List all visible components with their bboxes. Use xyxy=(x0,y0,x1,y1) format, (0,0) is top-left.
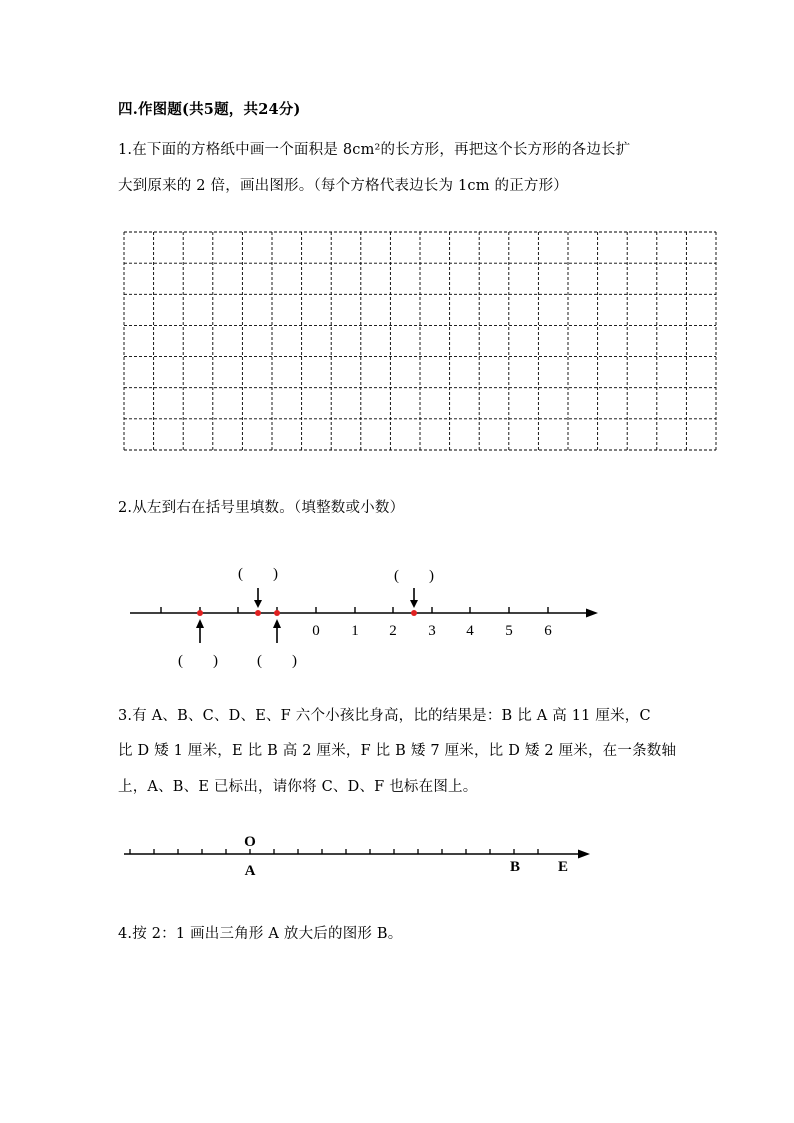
q2-answer-blank[interactable]: ( ) xyxy=(257,653,297,669)
q3-number-line xyxy=(120,828,600,888)
q2-point xyxy=(274,610,280,616)
q2-answer-blank[interactable]: ( ) xyxy=(238,566,278,582)
q2-tick-label-3: 3 xyxy=(428,623,436,639)
q1-grid-paper[interactable] xyxy=(120,228,720,454)
q1-text-line1: 1.在下面的方格纸中画一个面积是 8cm²的长方形，再把这个长方形的各边长扩 xyxy=(118,142,631,158)
q2-tick-label-5: 5 xyxy=(505,623,513,639)
q2-point xyxy=(197,610,203,616)
up-arrow-icon xyxy=(273,619,281,628)
q2-tick-label-6: 6 xyxy=(544,623,552,639)
q3-axis-arrow-icon xyxy=(578,850,590,859)
q3-label-b: B xyxy=(509,859,521,875)
q4-text: 4.按 2：1 画出三角形 A 放大后的图形 B。 xyxy=(118,926,403,942)
down-arrow-icon xyxy=(254,600,262,608)
q2-number-line xyxy=(120,555,610,675)
q2-axis-arrow-icon xyxy=(586,609,598,618)
q2-answer-blank[interactable]: ( ) xyxy=(394,568,434,584)
down-arrow-icon xyxy=(410,600,418,608)
q3-label-origin: O xyxy=(244,834,256,850)
q2-tick-label-0: 0 xyxy=(312,623,320,639)
q2-point xyxy=(255,610,261,616)
q2-tick-label-4: 4 xyxy=(466,623,474,639)
q3-text-line2: 比 D 矮 1 厘米，E 比 B 高 2 厘米，F 比 B 矮 7 厘米，比 D 矮 2 厘米，在一条数轴 xyxy=(118,743,677,759)
q2-tick-label-1: 1 xyxy=(351,623,359,639)
section-title: 四.作图题(共5题，共24分) xyxy=(118,101,301,118)
q2-point xyxy=(411,610,417,616)
q3-text-line3: 上，A、B、E 已标出，请你将 C、D、F 也标在图上。 xyxy=(118,779,478,795)
q2-tick-label-2: 2 xyxy=(389,623,397,639)
q2-answer-blank[interactable]: ( ) xyxy=(178,653,218,669)
q1-text-line2: 大到原来的 2 倍，画出图形。（每个方格代表边长为 1cm 的正方形） xyxy=(118,178,569,194)
q3-text-line1: 3.有 A、B、C、D、E、F 六个小孩比身高，比的结果是：B 比 A 高 11 厘米，C xyxy=(118,708,651,724)
q3-label-e: E xyxy=(557,859,569,875)
up-arrow-icon xyxy=(196,619,204,628)
q2-text: 2.从左到右在括号里填数。（填整数或小数） xyxy=(118,500,405,516)
q3-label-a: A xyxy=(244,863,256,879)
